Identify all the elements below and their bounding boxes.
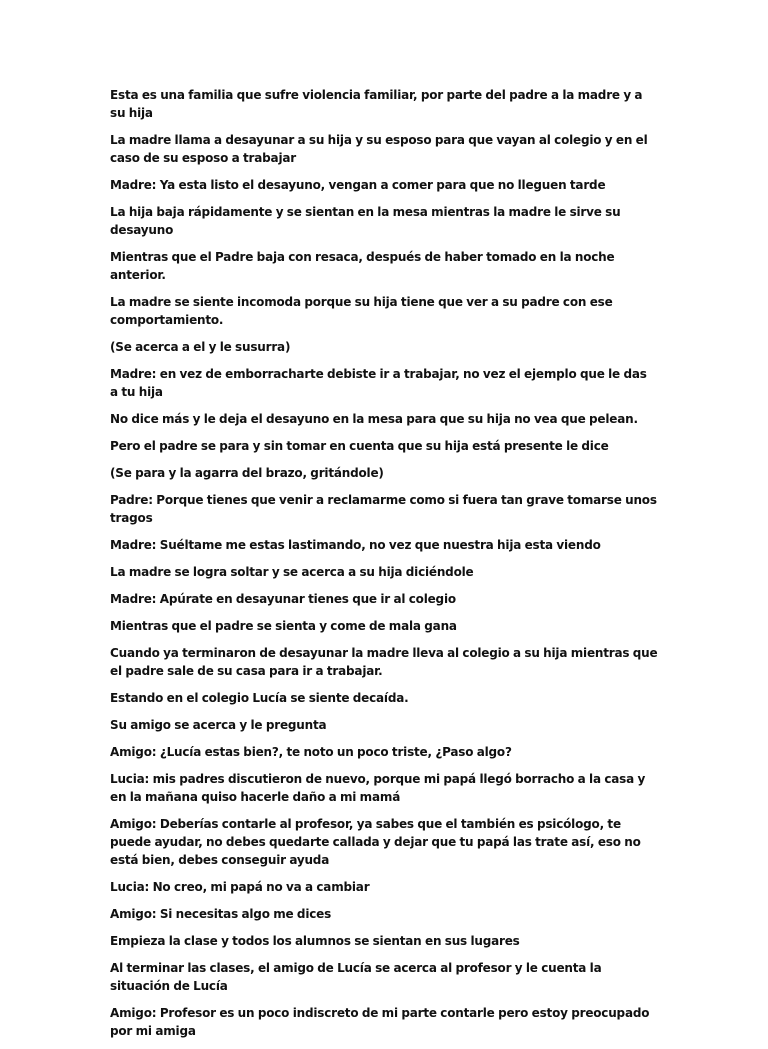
paragraph: Amigo: Deberías contarle al profesor, ya sabes que el también es psicólogo, te puede ayudar, no debes quedarte callada y dejar que tu papá las trate así, eso no está bien, debes conseguir ayuda [110,817,641,867]
paragraph: Su amigo se acerca y le pregunta [110,718,327,732]
paragraph: Madre: Suéltame me estas lastimando, no vez que nuestra hija esta viendo [110,538,601,552]
paragraph: Mientras que el padre se sienta y come de mala gana [110,619,457,633]
paragraph: Pero el padre se para y sin tomar en cuenta que su hija está presente le dice [110,439,609,453]
paragraph: La madre se logra soltar y se acerca a su hija diciéndole [110,565,474,579]
paragraph: Lucia: No creo, mi papá no va a cambiar [110,880,370,894]
paragraph: La hija baja rápidamente y se sientan en la mesa mientras la madre le sirve su desayuno [110,205,621,237]
paragraph: Esta es una familia que sufre violencia familiar, por parte del padre a la madre y a su hija [110,88,643,120]
paragraph: Amigo: ¿Lucía estas bien?, te noto un poco triste, ¿Paso algo? [110,745,512,759]
paragraph: (Se para y la agarra del brazo, gritándole) [110,466,384,480]
paragraph: Madre: en vez de emborracharte debiste ir a trabajar, no vez el ejemplo que le das a tu hija [110,367,647,399]
paragraph: La madre se siente incomoda porque su hija tiene que ver a su padre con ese comportamiento. [110,295,613,327]
paragraph: Al terminar las clases, el amigo de Lucía se acerca al profesor y le cuenta la situación de Lucía [110,961,602,993]
paragraph: La madre llama a desayunar a su hija y su esposo para que vayan al colegio y en el caso de su esposo a trabajar [110,133,648,165]
paragraph: Estando en el colegio Lucía se siente decaída. [110,691,409,705]
paragraph: Madre: Ya esta listo el desayuno, vengan a comer para que no lleguen tarde [110,178,606,192]
paragraph: Amigo: Si necesitas algo me dices [110,907,332,921]
paragraph: Empieza la clase y todos los alumnos se sientan en sus lugares [110,934,520,948]
paragraph: Cuando ya terminaron de desayunar la madre lleva al colegio a su hija mientras que el padre sale de su casa para ir a trabajar. [110,646,658,678]
paragraph: Amigo: Profesor es un poco indiscreto de mi parte contarle pero estoy preocupado por mi amiga [110,1006,650,1038]
paragraph: No dice más y le deja el desayuno en la mesa para que su hija no vea que pelean. [110,412,638,426]
document-body [110,86,658,1049]
paragraph: Madre: Apúrate en desayunar tienes que ir al colegio [110,592,456,606]
paragraph: Lucia: mis padres discutieron de nuevo, porque mi papá llegó borracho a la casa y en la mañana quiso hacerle daño a mi mamá [110,772,646,804]
paragraph: (Se acerca a el y le susurra) [110,340,291,354]
paragraph: Mientras que el Padre baja con resaca, después de haber tomado en la noche anterior. [110,250,615,282]
paragraph: Padre: Porque tienes que venir a reclamarme como si fuera tan grave tomarse unos tragos [110,493,657,525]
